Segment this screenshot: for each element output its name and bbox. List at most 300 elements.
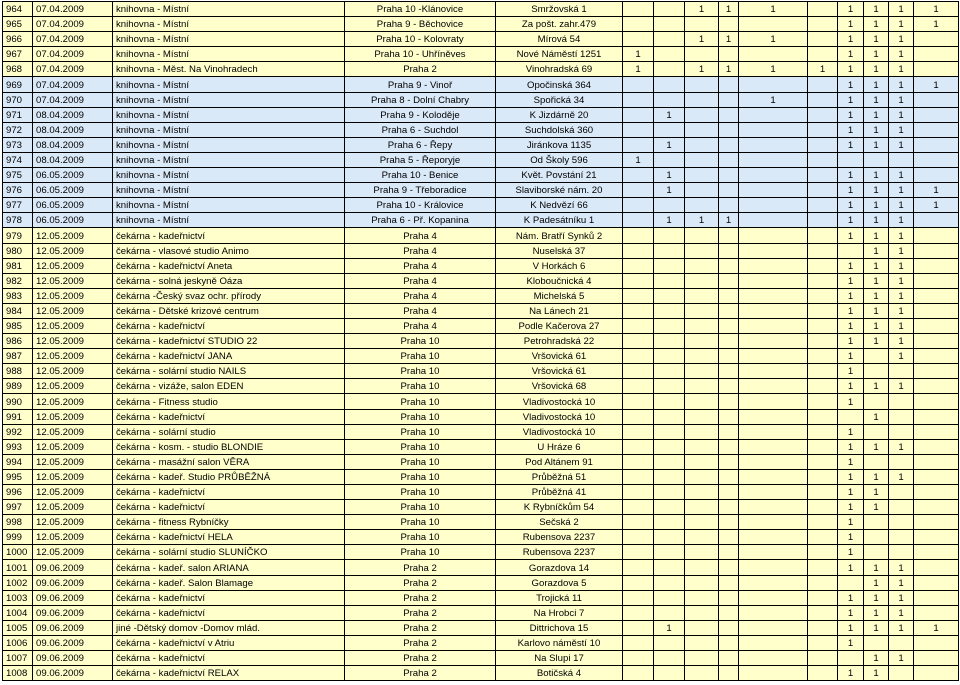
flag-cell: 1 [838,364,864,379]
flag-cell [654,243,685,258]
flag-cell [719,394,739,409]
flag-cell [719,560,739,575]
date-cell: 07.04.2009 [33,77,113,92]
location-type-cell: čekárna - kadeřnictví [113,605,345,620]
flag-cell [623,17,654,32]
table-row [3,500,959,515]
flag-cell [719,318,739,333]
flag-cell [654,62,685,77]
flag-cell [719,349,739,364]
table-row [3,439,959,454]
flag-cell [914,500,959,515]
table-row [3,288,959,303]
flag-cell [623,666,654,681]
row-number-cell: 1007 [3,651,33,666]
address-cell: K Rybníčkům 54 [496,500,623,515]
city-district-cell: Praha 10 [345,454,496,469]
city-district-cell: Praha 9 - Vinoř [345,77,496,92]
flag-cell [739,590,808,605]
row-number-cell: 977 [3,198,33,213]
flag-cell [623,409,654,424]
table-row [3,198,959,213]
date-cell: 09.06.2009 [33,575,113,590]
flag-cell [914,485,959,500]
flag-cell [654,379,685,394]
address-cell: Na Slupi 17 [496,651,623,666]
location-type-cell: čekárna - kadeřnictví [113,651,345,666]
flag-cell [623,424,654,439]
flag-cell: 1 [719,2,739,17]
flag-cell [808,500,838,515]
flag-cell [739,500,808,515]
flag-cell [654,545,685,560]
flag-cell: 1 [838,530,864,545]
location-type-cell: čekárna - kadeřnictví JANA [113,349,345,364]
flag-cell [654,152,685,167]
flag-cell [864,364,889,379]
flag-cell [623,334,654,349]
flag-cell: 1 [685,2,719,17]
flag-cell [654,485,685,500]
date-cell: 12.05.2009 [33,439,113,454]
flag-cell: 1 [864,168,889,183]
flag-cell: 1 [838,183,864,198]
flag-cell [889,515,914,530]
flag-cell [654,198,685,213]
flag-cell [685,394,719,409]
flag-cell [914,575,959,590]
flag-cell [623,545,654,560]
flag-cell [685,560,719,575]
flag-cell [739,666,808,681]
flag-cell [719,485,739,500]
flag-cell: 1 [864,500,889,515]
flag-cell: 1 [864,107,889,122]
flag-cell [685,258,719,273]
city-district-cell: Praha 2 [345,62,496,77]
flag-cell [685,303,719,318]
flag-cell [623,530,654,545]
flag-cell [654,32,685,47]
flag-cell: 1 [838,198,864,213]
flag-cell [739,198,808,213]
flag-cell [623,213,654,228]
address-cell: Rubensova 2237 [496,530,623,545]
address-cell: K Jizdárně 20 [496,107,623,122]
flag-cell [914,168,959,183]
city-district-cell: Praha 10 - Benice [345,168,496,183]
flag-cell [914,47,959,62]
flag-cell [808,515,838,530]
flag-cell [623,318,654,333]
date-cell: 12.05.2009 [33,379,113,394]
location-type-cell: čekárna - kadeřnictví v Atriu [113,635,345,650]
flag-cell [838,409,864,424]
flag-cell: 1 [914,2,959,17]
flag-cell: 1 [838,379,864,394]
flag-cell: 1 [889,2,914,17]
flag-cell [889,364,914,379]
flag-cell: 1 [889,273,914,288]
flag-cell [654,273,685,288]
date-cell: 12.05.2009 [33,469,113,484]
flag-cell [685,288,719,303]
city-district-cell: Praha 10 [345,530,496,545]
location-type-cell: čekárna - kadeřnictví [113,485,345,500]
flag-cell [864,152,889,167]
flag-cell [685,635,719,650]
flag-cell [808,168,838,183]
city-district-cell: Praha 2 [345,620,496,635]
flag-cell: 1 [838,620,864,635]
row-number-cell: 978 [3,213,33,228]
flag-cell [623,590,654,605]
flag-cell: 1 [889,32,914,47]
flag-cell [914,545,959,560]
address-cell: Vinohradská 69 [496,62,623,77]
flag-cell [808,424,838,439]
flag-cell [654,77,685,92]
flag-cell: 1 [654,168,685,183]
location-type-cell: knihovna - Měst. Na Vinohradech [113,62,345,77]
flag-cell [623,258,654,273]
flag-cell: 1 [685,62,719,77]
flag-cell: 1 [864,32,889,47]
flag-cell: 1 [654,183,685,198]
city-district-cell: Praha 4 [345,243,496,258]
table-row [3,394,959,409]
flag-cell: 1 [864,17,889,32]
flag-cell [864,545,889,560]
location-type-cell: knihovna - Místní [113,77,345,92]
flag-cell [623,635,654,650]
flag-cell: 1 [864,605,889,620]
flag-cell [914,635,959,650]
flag-cell: 1 [838,635,864,650]
flag-cell [739,77,808,92]
flag-cell [685,243,719,258]
flag-cell: 1 [889,469,914,484]
flag-cell: 1 [838,303,864,318]
flag-cell: 1 [838,168,864,183]
flag-cell [914,107,959,122]
city-district-cell: Praha 5 - Řeporyje [345,152,496,167]
flag-cell [808,288,838,303]
flag-cell [685,364,719,379]
flag-cell [838,243,864,258]
flag-cell [739,349,808,364]
flag-cell [623,500,654,515]
flag-cell [889,635,914,650]
address-cell: Gorazdova 14 [496,560,623,575]
address-cell: K Padesátníku 1 [496,213,623,228]
flag-cell [739,318,808,333]
flag-cell [623,303,654,318]
flag-cell: 1 [838,288,864,303]
flag-cell [914,409,959,424]
flag-cell [623,77,654,92]
flag-cell [623,107,654,122]
flag-cell [808,439,838,454]
flag-cell [719,620,739,635]
flag-cell: 1 [889,122,914,137]
flag-cell: 1 [864,137,889,152]
flag-cell [889,409,914,424]
date-cell: 09.06.2009 [33,635,113,650]
flag-cell [739,303,808,318]
location-type-cell: knihovna - Místní [113,137,345,152]
flag-cell: 1 [838,605,864,620]
table-row [3,424,959,439]
flag-cell: 1 [739,62,808,77]
flag-cell [654,303,685,318]
flag-cell [654,560,685,575]
table-row [3,243,959,258]
flag-cell: 1 [864,318,889,333]
flag-cell: 1 [864,92,889,107]
flag-cell [739,288,808,303]
flag-cell [719,334,739,349]
city-district-cell: Praha 10 - Královice [345,198,496,213]
row-number-cell: 970 [3,92,33,107]
flag-cell [623,439,654,454]
flag-cell [719,364,739,379]
flag-cell: 1 [889,349,914,364]
flag-cell [914,318,959,333]
records-table [2,1,959,681]
table-row [3,635,959,650]
flag-cell [685,17,719,32]
city-district-cell: Praha 6 - Suchdol [345,122,496,137]
flag-cell [914,288,959,303]
flag-cell [685,454,719,469]
flag-cell [623,198,654,213]
flag-cell [914,243,959,258]
flag-cell: 1 [864,258,889,273]
date-cell: 07.04.2009 [33,47,113,62]
flag-cell [914,651,959,666]
flag-cell: 1 [838,560,864,575]
flag-cell: 1 [838,228,864,243]
flag-cell [739,168,808,183]
date-cell: 07.04.2009 [33,17,113,32]
table-row [3,92,959,107]
address-cell: Suchdolská 360 [496,122,623,137]
flag-cell: 1 [864,2,889,17]
row-number-cell: 986 [3,334,33,349]
flag-cell [739,485,808,500]
flag-cell: 1 [838,2,864,17]
flag-cell [719,288,739,303]
city-district-cell: Praha 2 [345,666,496,681]
flag-cell [685,530,719,545]
flag-cell [654,364,685,379]
city-district-cell: Praha 10 [345,409,496,424]
flag-cell: 1 [838,107,864,122]
row-number-cell: 988 [3,364,33,379]
table-row [3,620,959,635]
flag-cell [808,137,838,152]
flag-cell: 1 [864,303,889,318]
flag-cell [685,349,719,364]
flag-cell [623,137,654,152]
location-type-cell: čekárna -Český svaz ochr. přírody [113,288,345,303]
flag-cell [719,198,739,213]
city-district-cell: Praha 2 [345,575,496,590]
flag-cell [719,273,739,288]
row-number-cell: 966 [3,32,33,47]
flag-cell: 1 [889,258,914,273]
flag-cell: 1 [889,590,914,605]
flag-cell [654,590,685,605]
row-number-cell: 990 [3,394,33,409]
flag-cell [623,32,654,47]
flag-cell [739,530,808,545]
flag-cell [739,515,808,530]
address-cell: Kloboučnická 4 [496,273,623,288]
address-cell: K Nedvězí 66 [496,198,623,213]
flag-cell [654,2,685,17]
flag-cell [623,620,654,635]
city-district-cell: Praha 10 [345,500,496,515]
city-district-cell: Praha 10 - Uhříněves [345,47,496,62]
flag-cell [685,620,719,635]
flag-cell: 1 [889,137,914,152]
flag-cell [719,635,739,650]
flag-cell: 1 [889,288,914,303]
flag-cell [654,17,685,32]
flag-cell: 1 [838,122,864,137]
row-number-cell: 1000 [3,545,33,560]
flag-cell [654,258,685,273]
city-district-cell: Praha 10 - Kolovraty [345,32,496,47]
row-number-cell: 968 [3,62,33,77]
flag-cell [739,409,808,424]
location-type-cell: čekárna - kadeřnictví HELA [113,530,345,545]
address-cell: Vladivostocká 10 [496,424,623,439]
flag-cell: 1 [623,62,654,77]
flag-cell [685,183,719,198]
table-row [3,168,959,183]
address-cell: V Horkách 6 [496,258,623,273]
flag-cell [914,666,959,681]
flag-cell: 1 [889,243,914,258]
table-row [3,32,959,47]
flag-cell [739,152,808,167]
row-number-cell: 992 [3,424,33,439]
flag-cell [739,605,808,620]
flag-cell: 1 [654,213,685,228]
flag-cell [808,92,838,107]
flag-cell [654,334,685,349]
address-cell: U Hráze 6 [496,439,623,454]
address-cell: Vršovická 68 [496,379,623,394]
flag-cell [739,122,808,137]
flag-cell [719,183,739,198]
flag-cell [623,364,654,379]
flag-cell [623,394,654,409]
flag-cell [654,394,685,409]
flag-cell [719,137,739,152]
address-cell: Průběžná 51 [496,469,623,484]
flag-cell [719,228,739,243]
location-type-cell: knihovna - Místní [113,152,345,167]
table-row [3,530,959,545]
location-type-cell: knihovna - Místní [113,47,345,62]
location-type-cell: knihovna - Místní [113,107,345,122]
address-cell: Za pošt. zahr.479 [496,17,623,32]
flag-cell: 1 [838,213,864,228]
flag-cell [623,92,654,107]
address-cell: Na Hrobci 7 [496,605,623,620]
city-district-cell: Praha 8 - Dolní Chabry [345,92,496,107]
table-body [3,2,959,681]
flag-cell: 1 [864,590,889,605]
flag-cell: 1 [864,62,889,77]
flag-cell [889,454,914,469]
flag-cell: 1 [654,620,685,635]
flag-cell [808,213,838,228]
flag-cell [864,349,889,364]
flag-cell [808,575,838,590]
flag-cell [808,183,838,198]
flag-cell [623,485,654,500]
table-row [3,409,959,424]
row-number-cell: 976 [3,183,33,198]
flag-cell [914,424,959,439]
flag-cell [685,469,719,484]
flag-cell [739,575,808,590]
flag-cell: 1 [623,152,654,167]
address-cell: Vladivostocká 10 [496,394,623,409]
table-row [3,183,959,198]
flag-cell [914,92,959,107]
flag-cell [654,651,685,666]
flag-cell: 1 [889,318,914,333]
flag-cell [914,213,959,228]
address-cell: Nám. Bratří Synků 2 [496,228,623,243]
flag-cell: 1 [864,183,889,198]
address-cell: Nuselská 37 [496,243,623,258]
date-cell: 08.04.2009 [33,107,113,122]
flag-cell: 1 [685,213,719,228]
flag-cell: 1 [808,62,838,77]
date-cell: 07.04.2009 [33,92,113,107]
flag-cell [685,107,719,122]
flag-cell: 1 [914,17,959,32]
date-cell: 12.05.2009 [33,515,113,530]
date-cell: 12.05.2009 [33,243,113,258]
address-cell: Petrohradská 22 [496,334,623,349]
flag-cell [685,379,719,394]
flag-cell [808,152,838,167]
table-row [3,303,959,318]
address-cell: Vršovická 61 [496,349,623,364]
city-district-cell: Praha 2 [345,560,496,575]
table-row [3,349,959,364]
flag-cell [719,92,739,107]
flag-cell [808,243,838,258]
flag-cell: 1 [864,485,889,500]
date-cell: 07.04.2009 [33,32,113,47]
row-number-cell: 979 [3,228,33,243]
flag-cell: 1 [889,198,914,213]
flag-cell: 1 [914,620,959,635]
flag-cell [719,152,739,167]
flag-cell [623,2,654,17]
flag-cell [654,288,685,303]
location-type-cell: čekárna - kadeř. salon ARIANA [113,560,345,575]
